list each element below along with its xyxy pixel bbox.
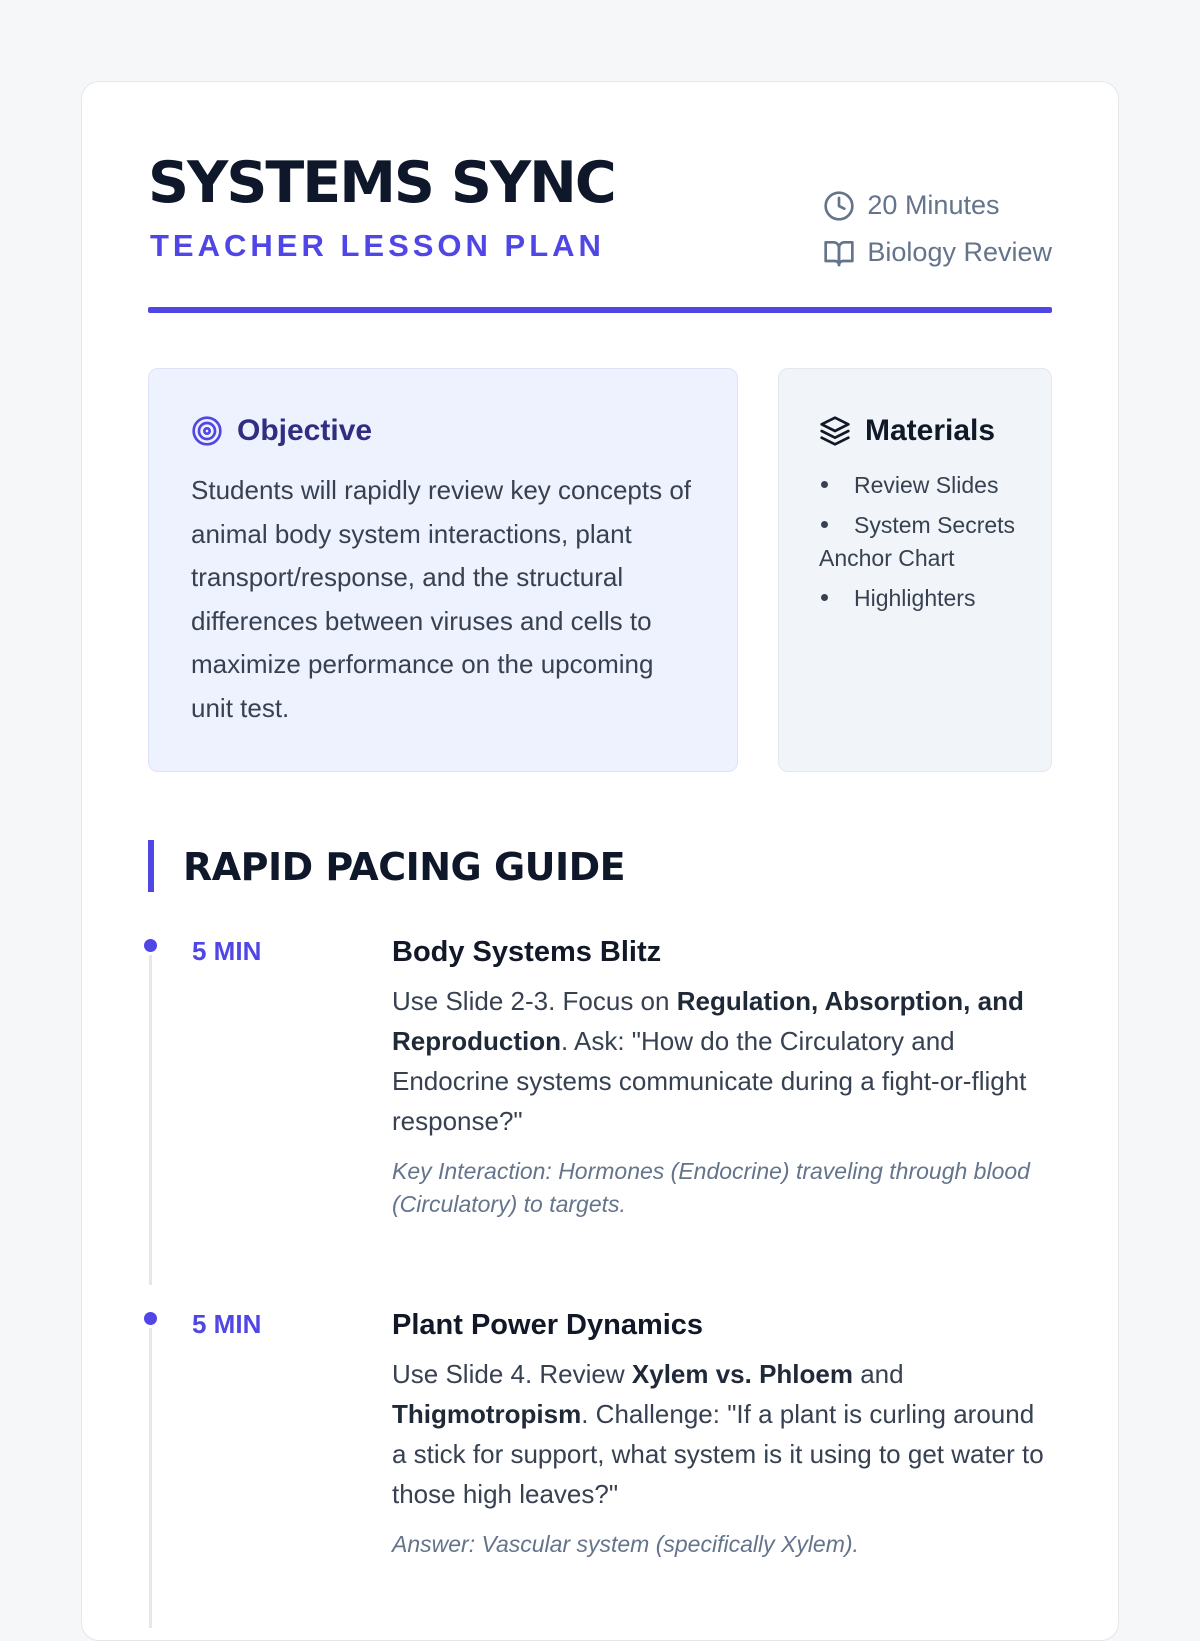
subject-row — [823, 229, 1052, 276]
timeline-note: Key Interaction: Hormones (Endocrine) traveling through blood (Circulatory) to targets. — [392, 1158, 1030, 1217]
objective-text: Students will rapidly review key concepts of animal body system interactions, plant transport/response, and the structural differences between viruses and cells to maximize performance on the upcoming unit test. — [191, 475, 692, 723]
timeline-item — [140, 1309, 1060, 1612]
objective-box — [148, 368, 738, 772]
timeline-line — [149, 955, 152, 1285]
book-open-icon — [823, 237, 855, 269]
materials-list — [819, 469, 1031, 615]
materials-header — [819, 413, 1031, 449]
target-icon — [191, 415, 223, 447]
materials-title: Materials — [865, 414, 996, 447]
list-item: System Secrets Anchor Chart — [819, 512, 1016, 571]
timeline-content — [392, 936, 1052, 1221]
timeline-description: Use Slide 2-3. Focus on Regulation, Absorption, and Reproduction. Ask: "How do the Circulatory and Endocrine systems communicate during a fight-or-flight response?" — [392, 986, 1027, 1136]
timeline-note: Answer: Vascular system (specifically Xylem). — [392, 1531, 859, 1557]
header — [148, 150, 1052, 270]
timeline-content — [392, 1309, 1052, 1561]
timeline-time: 5 MIN — [192, 1309, 262, 1339]
objective-title: Objective — [237, 414, 373, 447]
timeline-description: Use Slide 4. Review Xylem vs. Phloem and Thigmotropism. Challenge: "If a plant is curling around a stick for support, what system is it using to get water to those high leaves?" — [392, 1359, 1044, 1509]
timeline-heading: Body Systems Blitz — [392, 936, 662, 968]
section-accent-bar — [148, 840, 154, 892]
timeline-heading: Plant Power Dynamics — [392, 1309, 704, 1341]
page-title: SYSTEMS SYNC — [148, 150, 615, 216]
list-item: Highlighters — [819, 582, 1031, 615]
duration-label: 20 Minutes — [867, 190, 1000, 220]
lesson-meta — [823, 182, 1052, 276]
timeline-item — [140, 936, 1060, 1269]
subject-label: Biology Review — [867, 237, 1052, 267]
list-item: Review Slides — [819, 469, 1031, 502]
objective-header — [191, 413, 697, 449]
timeline-dot — [144, 1312, 157, 1325]
duration-row — [823, 182, 1052, 229]
section-title: RAPID PACING GUIDE — [183, 845, 626, 889]
clock-icon — [823, 190, 855, 222]
timeline-time: 5 MIN — [192, 936, 262, 966]
layers-icon — [819, 415, 851, 447]
timeline-line — [149, 1328, 152, 1628]
timeline-dot — [144, 939, 157, 952]
materials-box — [778, 368, 1052, 772]
page-subtitle: TEACHER LESSON PLAN — [150, 228, 605, 263]
header-divider — [148, 307, 1052, 313]
